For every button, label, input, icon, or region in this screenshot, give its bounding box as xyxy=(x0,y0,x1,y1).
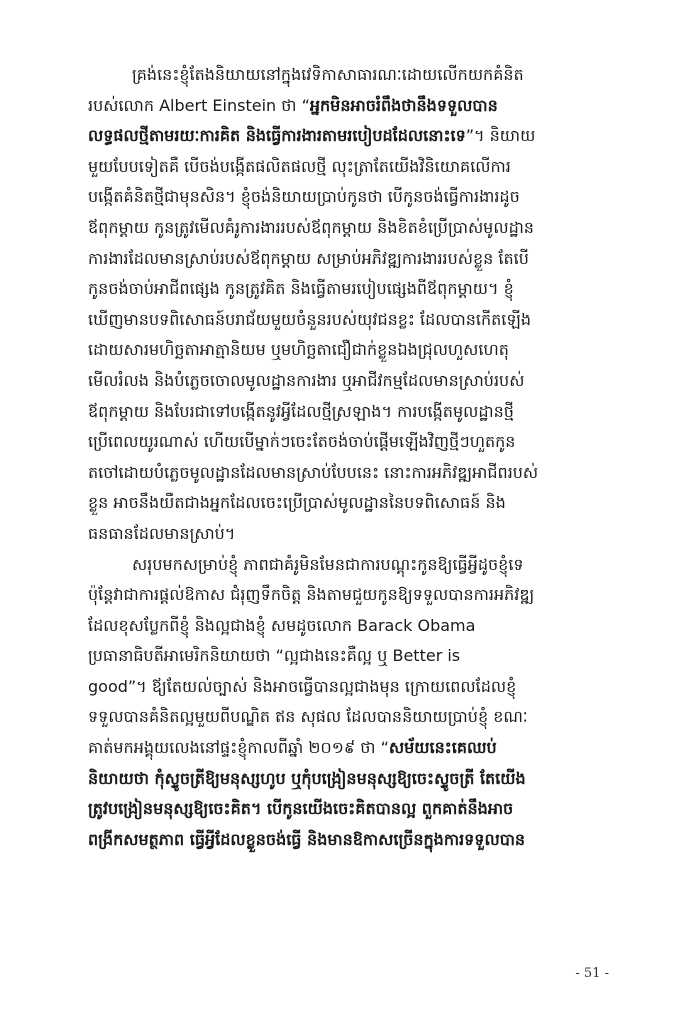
text-line xyxy=(88,335,618,366)
text-run: ប្រើពេលយូរណាស់ ហើយបើម្នាក់ៗចេះតែចង់ចាប់ផ្តើមឡើងវិញថ្មីៗហួតកូន xyxy=(88,432,516,452)
bold-text: និយាយថា កុំស្ទូចត្រីឱ្យមនុស្សហូប ឬកុំបង្រៀនមនុស្សឱ្យចេះស្ទូចត្រី តែយើង xyxy=(88,768,526,788)
text-line xyxy=(88,764,618,795)
text-run: កូនចង់ចាប់អាជីពផ្សេង កូនត្រូវគិត និងធ្វើតាមរបៀបផ្សេងពីឪពុកម្តាយ។ ខ្ញុំ xyxy=(88,279,514,299)
text-line xyxy=(88,366,618,397)
text-run: គ្រង់នេះខ្ញុំតែងនិយាយនៅក្នុងវេទិកាសាធារណៈដោយលើកយកគំនិត xyxy=(132,65,524,84)
bold-text: អ្នកមិនអាចរំពឹងថានឹងទទួលបាន xyxy=(309,95,498,115)
text-run: ”។ និយាយ xyxy=(465,126,536,146)
text-line xyxy=(88,182,618,213)
text-line xyxy=(88,121,618,152)
text-line xyxy=(88,152,618,183)
text-run: ឪពុកម្តាយ និងបែរជាទៅបង្កើតនូវអ្វីដែលថ្មីស្រឡាង។ ការបង្កើតមូលដ្ឋានថ្មី xyxy=(88,401,514,421)
text-line xyxy=(88,672,618,703)
text-line xyxy=(88,305,618,336)
body-text xyxy=(88,60,618,855)
text-run: គាត់មកអង្គុយលេងនៅផ្ទះខ្ញុំកាលពីឆ្នាំ ២០១៩ ថា “ xyxy=(88,738,389,758)
text-run: បង្កើតគំនិតថ្មីជាមុនសិន។ ខ្ញុំចង់និយាយប្រាប់កូនថា បើកូនចង់ធ្វើការងារដូច xyxy=(88,187,520,207)
text-line xyxy=(88,397,618,428)
text-run: ដោយសារមហិច្ឆតាអាត្មានិយម ឬមហិច្ឆតាជឿជាក់ខ្លួនឯងជ្រុលហួសហេតុ xyxy=(88,340,509,360)
text-run: good”។ ឪ្យតែយល់ច្បាស់ និងអាចធ្វើបានល្អជាងមុន ក្រោយពេលដែលខ្ញុំ xyxy=(88,676,517,696)
text-run: មើលរំលង និងបំភ្លេចចោលមូលដ្ឋានការងារ ឬអាជីវកម្មដែលមានស្រាប់របស់ xyxy=(88,370,525,390)
text-line xyxy=(88,91,618,122)
text-run: តចៅដោយបំភ្លេចមូលដ្ឋានដែលមានស្រាប់បែបនេះ នោះការអភិវឌ្ឍអាជីពរបស់ xyxy=(88,462,539,482)
text-line xyxy=(88,641,618,672)
text-run: ប្រធានាធិបតីអាមេរិកនិយាយថា “ល្អជាងនេះគឺល្អ ឬ Better is xyxy=(88,646,461,666)
text-line xyxy=(88,274,618,305)
text-line xyxy=(88,244,618,275)
bold-text: ត្រូវបង្រៀនមនុស្សឱ្យចេះគិត។ បើកូនយើងចេះគិតបានល្អ ពួកគាត់នឹងអាច xyxy=(88,799,514,819)
text-run: មួយបែបទៀតគឺ បើចង់បង្កើតផលិតផលថ្មី លុះត្រាតែយើងវិនិយោគលើការ xyxy=(88,156,511,176)
bold-text: លទ្ធផលថ្មីតាមរយៈការគិត និងធ្វើការងារតាមរបៀបដដែលនោះទេ xyxy=(88,126,466,146)
bold-text: សម័យនេះគេឈប់ xyxy=(388,738,497,758)
text-run: ដែលខុសប្លែកពីខ្ញុំ និងល្អជាងខ្ញុំ សមដូចលោក Barack Obama xyxy=(88,615,476,635)
text-line xyxy=(88,458,618,489)
text-run: ធនធានដែលមានស្រាប់។ xyxy=(88,523,236,543)
page-number: - 51 - xyxy=(575,966,609,981)
bold-text: ពង្រីកសមត្ថភាព ធ្វើអ្វីដែលខ្លួនចង់ធ្វើ និងមានឱកាសច្រើនក្នុងការទទួលបាន xyxy=(88,829,526,849)
text-run: ការងារដែលមានស្រាប់របស់ឪពុកម្តាយ សម្រាប់អភិវឌ្ឍការងាររបស់ខ្លួន តែបើ xyxy=(88,248,529,268)
text-line xyxy=(88,794,618,825)
text-line xyxy=(88,825,618,856)
text-run: សរុបមកសម្រាប់ខ្ញុំ ភាពជាគំរូមិនមែនជាការបណ្តុះកូនឱ្យធ្វើអ្វីដូចខ្ញុំទេ xyxy=(132,554,524,574)
text-run: ប៉ុន្តែវាជាការផ្តល់ឱកាស ជំរុញទឹកចិត្ត និងតាមជួយកូនឱ្យទទួលបានការអភិវឌ្ឍ xyxy=(88,585,535,605)
text-line xyxy=(88,427,618,458)
text-run: ឪពុកម្តាយ កូនត្រូវមើលគំរូការងាររបស់ឪពុកម្តាយ និងខិតខំប្រើប្រាស់មូលដ្ឋាន xyxy=(88,217,534,237)
text-line xyxy=(88,702,618,733)
text-run: របស់លោក Albert Einstein ថា “ xyxy=(88,95,310,115)
text-line xyxy=(88,611,618,642)
text-line xyxy=(88,213,618,244)
text-run: ទទួលបានគំនិតល្អមួយពីបណ្ឌិត ឥន សុផល ដែលបាននិយាយប្រាប់ខ្ញុំ ខណៈ xyxy=(88,707,528,727)
text-run: ខ្លួន អាចនឹងយឺតជាងអ្នកដែលចេះប្រើប្រាស់មូលដ្ឋាននៃបទពិសោធន៍ និង xyxy=(88,493,506,513)
text-run: ឃើញមានបទពិសោធន៍បរាជ័យមួយចំនួនរបស់យុវជនខ្លះ ដែលបានកើតឡើង xyxy=(88,309,531,329)
text-line xyxy=(88,733,618,764)
text-line xyxy=(88,519,618,550)
text-line xyxy=(88,580,618,611)
text-line xyxy=(88,488,618,519)
text-line xyxy=(88,60,618,91)
text-line xyxy=(88,550,618,581)
